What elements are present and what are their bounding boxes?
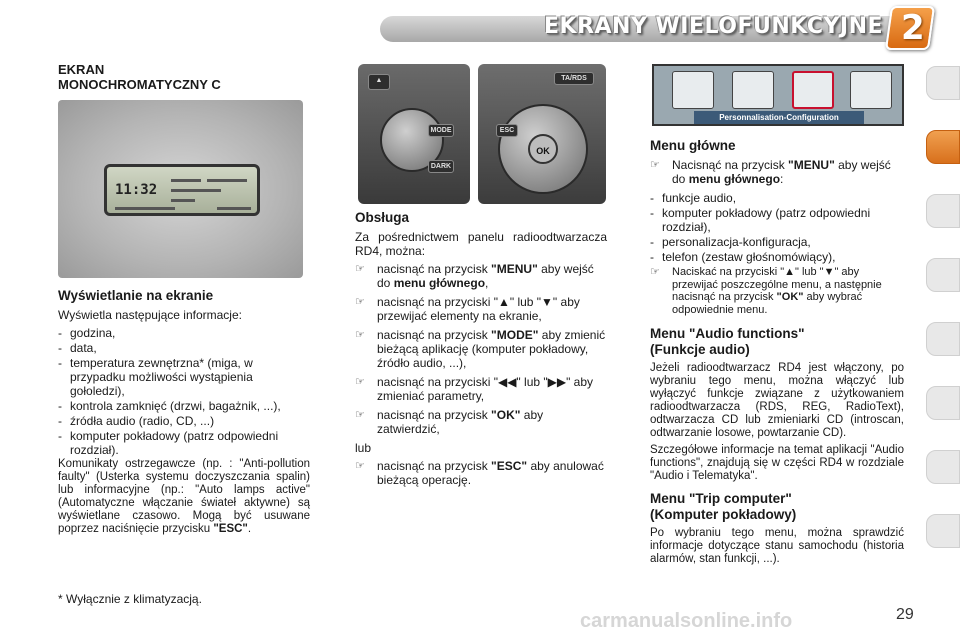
operation-heading: Obsługa (355, 210, 410, 225)
display-info-intro: Wyświetla następujące informacje: (58, 308, 242, 322)
main-menu-screen-photo (652, 64, 904, 126)
list-item: - funkcje audio, (650, 191, 737, 205)
main-menu-nav-bullet: ☞ Naciskać na przyciski "▲" lub "▼" aby przewijać poszczególne menu, a następnie nacisnąć na przycisk "OK" aby wybrać odpowiednie menu. (650, 266, 882, 316)
trip-computer-text: Po wybraniu tego menu, można sprawdzić informacje dotyczące stanu samochodu (historia alarmów, stan funkcji, ...). (650, 527, 904, 565)
display-row (115, 207, 175, 210)
ta-rds-button: TA/RDS (554, 72, 594, 85)
pointing-hand-icon: ☞ (355, 296, 365, 308)
main-menu-bullet: ☞ Nacisnąć na przycisk "MENU" aby wejść do menu głównego: (650, 158, 891, 186)
pointing-hand-icon: ☞ (355, 263, 365, 275)
list-item: - data, (58, 341, 97, 355)
chapter-tab-5[interactable] (926, 322, 960, 356)
mode-button: MODE (428, 124, 454, 137)
pointing-hand-icon: ☞ (650, 266, 660, 278)
trip-computer-heading: Menu "Trip computer" (650, 491, 792, 506)
display-info-list (58, 326, 310, 457)
list-item: - personalizacja-konfiguracja, (650, 235, 811, 249)
pointing-hand-icon: ☞ (650, 159, 660, 171)
operation-bullet-menu: ☞ nacisnąć na przycisk "MENU" aby wejść do menu głównego, (355, 262, 594, 290)
or-text: lub (355, 441, 372, 455)
radio-panel-photo (358, 64, 606, 204)
operation-bullet-ok: ☞ nacisnąć na przycisk "OK" aby zatwierdzić, (355, 408, 544, 436)
warning-messages-text: Komunikaty ostrzegawcze (np. : "Anti-pollution faulty" (Usterka systemu doczyszczania spalin) lub informacyjne (np.: "Auto lamps active" (Automatyczne włączanie świateł aktywne) są wyświetlane czasowo. Mogą być usuwane poprzez naciśnięcie przycisku "ESC". (58, 458, 310, 535)
list-item: - telefon (zestaw głośnomówiący), (650, 250, 836, 264)
chapter-tab-8[interactable] (926, 514, 960, 548)
chapter-tab-2-active[interactable] (926, 130, 960, 164)
main-menu-section (650, 138, 904, 570)
settings-sliders-icon (792, 71, 834, 109)
footnote: * Wyłącznie z klimatyzacją. (58, 592, 202, 606)
panel-left-half (358, 64, 470, 204)
operation-bullet-mode: ☞ nacisnąć na przycisk "MODE" aby zmienić bieżącą aplikację (komputer pokładowy, źródło audio, ...), (355, 328, 606, 370)
audio-menu-icon (672, 71, 714, 109)
chapter-tab-6[interactable] (926, 386, 960, 420)
display-clock: 11:32 (115, 182, 158, 198)
pointing-hand-icon: ☞ (355, 460, 365, 472)
section-title-monochrome: EKRAN (58, 62, 105, 77)
page-number: 29 (896, 606, 914, 623)
display-photo (58, 100, 303, 278)
main-menu-list (650, 191, 904, 264)
column-display (58, 62, 310, 92)
ok-button: OK (528, 134, 558, 164)
display-row (217, 207, 251, 210)
display-info-section (58, 288, 310, 540)
chapter-tab-1[interactable] (926, 66, 960, 100)
pointing-hand-icon: ☞ (355, 409, 365, 421)
panel-right-half (478, 64, 606, 204)
chapter-title: EKRANY WIELOFUNKCYJNE (544, 14, 884, 39)
menu-caption: Personnalisation-Configuration (694, 111, 864, 124)
chapter-tab-7[interactable] (926, 450, 960, 484)
list-item: - temperatura zewnętrzna* (miga, w przypadku możliwości wystąpienia gołoledzi), (58, 356, 253, 398)
operation-bullet-esc: ☞ nacisnąć na przycisk "ESC" aby anulować bieżącą operację. (355, 459, 604, 487)
list-item: - kontrola zamknięć (drzwi, bagażnik, ...), (58, 399, 281, 413)
esc-button: ESC (496, 124, 518, 137)
list-item: - godzina, (58, 326, 116, 340)
chapter-tab-3[interactable] (926, 194, 960, 228)
list-item: - źródła audio (radio, CD, ...) (58, 414, 215, 428)
audio-functions-text: Jeżeli radioodtwarzacz RD4 jest włączony, po wybraniu tego menu, można włączyć lub wyłączyć funkcje związane z użytkowaniem radioodtwarzacza (RDS, REG, RadioText), odtwarzacza CD lub zmieniarki CD (introscan, odtwarzanie losowe, powtarzanie CD). (650, 362, 904, 439)
chapter-tabs (926, 66, 960, 586)
trip-computer-heading-line2: (Komputer pokładowy) (650, 507, 797, 522)
monochrome-screen (104, 164, 260, 216)
operation-bullet-scroll: ☞ nacisnąć na przyciski "▲" lub "▼" aby przewijać elementy na ekranie, (355, 295, 580, 323)
operation-bullet-params: ☞ nacisnąć na przyciski "◀◀" lub "▶▶" aby zmieniać parametry, (355, 375, 594, 403)
chapter-tab-4[interactable] (926, 258, 960, 292)
main-menu-heading: Menu główne (650, 138, 736, 153)
display-row (207, 179, 247, 182)
chapter-number: 2 (901, 8, 925, 48)
audio-functions-heading: Menu "Audio functions" (650, 326, 805, 341)
list-item: - komputer pokładowy (patrz odpowiedni rozdział), (650, 206, 871, 234)
operation-intro: Za pośrednictwem panelu radioodtwarzacza RD4, można: (355, 230, 607, 258)
list-item: - komputer pokładowy (patrz odpowiedni rozdział). (58, 429, 279, 457)
operation-section (355, 210, 607, 492)
phone-icon (850, 71, 892, 109)
audio-functions-heading-line2: (Funkcje audio) (650, 342, 750, 357)
audio-functions-details: Szczegółowe informacje na temat aplikacji "Audio functions", znajdują się w części RD4 w rozdziale "Audio i Telematyka". (650, 444, 904, 482)
section-title-monochrome-line2: MONOCHROMATYCZNY C (58, 77, 221, 92)
pointing-hand-icon: ☞ (355, 376, 365, 388)
watermark: carmanualsonline.info (580, 610, 793, 632)
pointing-hand-icon: ☞ (355, 329, 365, 341)
display-row (171, 199, 195, 202)
display-row (171, 179, 201, 182)
display-info-heading: Wyświetlanie na ekranie (58, 288, 214, 303)
display-row (171, 189, 221, 192)
page-header (0, 0, 960, 50)
trip-computer-icon (732, 71, 774, 109)
eject-button: ▲ (368, 74, 390, 90)
dark-button: DARK (428, 160, 454, 173)
